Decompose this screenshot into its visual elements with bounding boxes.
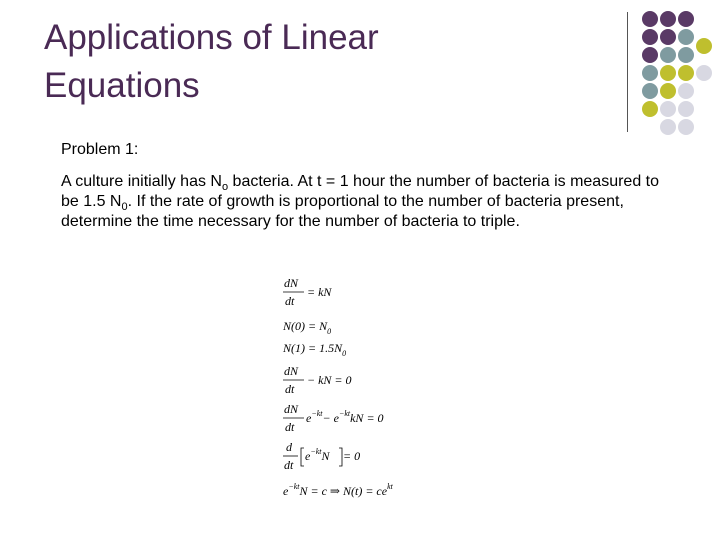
dot-slate	[678, 47, 694, 63]
eq3-main: N(1) = 1.5N	[283, 341, 343, 355]
eq7-exp2: kt	[387, 482, 393, 491]
eq6-numerator: d	[286, 440, 292, 454]
eq5-expression	[306, 409, 384, 425]
dot-lavender	[678, 119, 694, 135]
decorative-dot-grid	[640, 9, 720, 139]
eq6-exp: −kt	[310, 447, 322, 456]
problem-label: Problem 1:	[61, 141, 139, 158]
eq4-rhs: − kN = 0	[307, 373, 352, 387]
dot-slate	[660, 47, 676, 63]
dot-slate	[642, 65, 658, 81]
eq6-left-bracket	[301, 448, 304, 466]
eq7-e: e	[283, 484, 289, 498]
eq5-exp1: −kt	[311, 409, 323, 418]
eq4-numerator: dN	[284, 364, 299, 378]
eq7-exp: −kt	[288, 482, 300, 491]
eq2	[282, 319, 331, 336]
dot-olive	[660, 65, 676, 81]
eq5-exp2: −kt	[338, 409, 351, 418]
eq2-subscript: 0	[327, 327, 332, 336]
dot-olive	[696, 38, 712, 54]
problem-statement	[61, 172, 661, 232]
dot-purple	[660, 29, 676, 45]
dot-purple	[678, 11, 694, 27]
eq2-main: N(0) = N	[283, 319, 328, 333]
dot-lavender	[696, 65, 712, 81]
dot-purple	[660, 11, 676, 27]
eq1-numerator: dN	[284, 276, 299, 290]
eq3	[282, 341, 346, 358]
dot-lavender	[678, 101, 694, 117]
dot-olive	[642, 101, 658, 117]
dot-purple	[642, 47, 658, 63]
eq7	[283, 482, 394, 498]
dot-lavender	[660, 101, 676, 117]
eq6-right-bracket	[339, 448, 342, 466]
equation-block	[282, 276, 422, 508]
dot-purple	[642, 29, 658, 45]
eq6-denominator: dt	[284, 458, 294, 472]
problem-text-part-b: bacteria. At t = 1 hour the number of bacteria is measured to be 1.5 N	[61, 173, 659, 210]
eq6-n: N	[321, 449, 330, 463]
eq6-expression	[305, 447, 331, 463]
slide-title-line-2: Equations	[44, 66, 200, 105]
eq4-denominator: dt	[285, 382, 295, 396]
problem-subscript-b: 0	[121, 201, 128, 214]
eq5-mid: − e	[322, 411, 339, 425]
eq7-mid: N = c ⇒ N(t) = ce	[299, 484, 388, 498]
eq6-rhs: = 0	[343, 449, 361, 463]
eq1-rhs: = kN	[307, 285, 332, 299]
problem-subscript-a: o	[221, 181, 229, 194]
problem-text-part-a: A culture initially has N	[61, 173, 222, 190]
eq5-e1: e	[306, 411, 312, 425]
dot-lavender	[660, 119, 676, 135]
eq3-subscript: 0	[342, 349, 347, 358]
dot-slate	[642, 83, 658, 99]
dot-slate	[678, 29, 694, 45]
dot-olive	[678, 65, 694, 81]
problem-body	[61, 140, 661, 232]
eq5-numerator: dN	[284, 402, 299, 416]
eq1-denominator: dt	[285, 294, 295, 308]
decorative-divider	[627, 12, 628, 132]
dot-purple	[642, 11, 658, 27]
eq5-denominator: dt	[285, 420, 295, 434]
slide-title	[44, 14, 379, 110]
slide-title-line-1: Applications of Linear	[44, 18, 379, 57]
problem-text-part-c: . If the rate of growth is proportional to the number of bacteria present, determine the time necessary for the number of bacteria to triple.	[61, 193, 624, 230]
dot-lavender	[678, 83, 694, 99]
eq6-e: e	[305, 449, 311, 463]
eq5-rhs: kN = 0	[350, 411, 384, 425]
dot-olive	[660, 83, 676, 99]
